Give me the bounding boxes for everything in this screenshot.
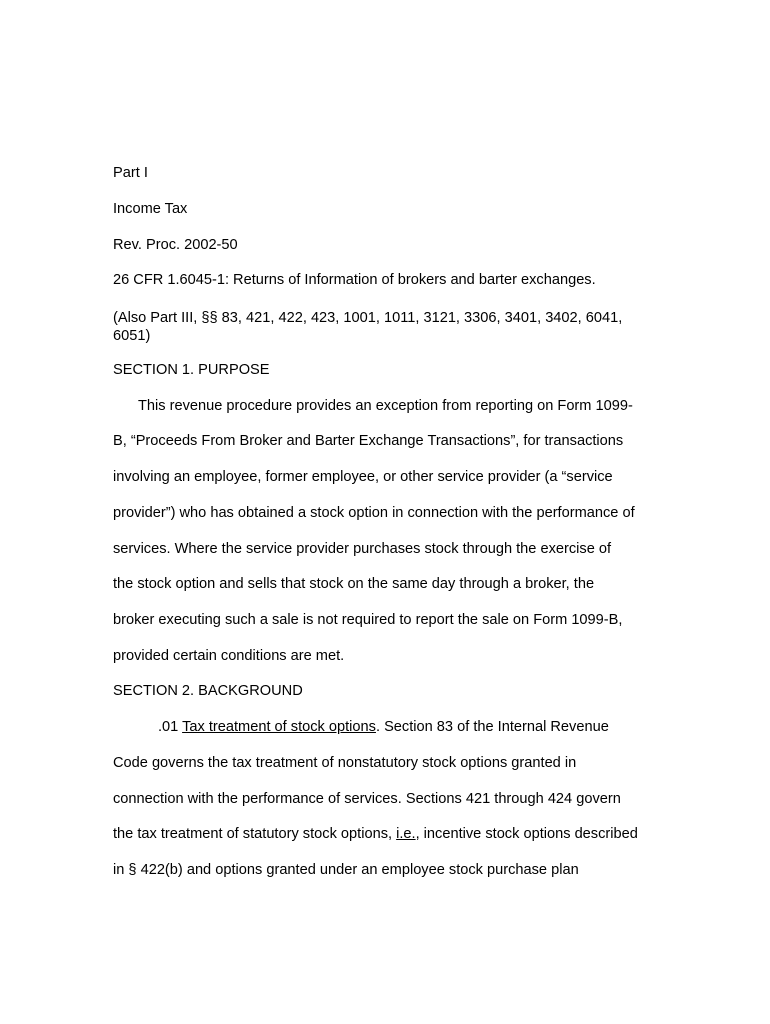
section-2-line: connection with the performance of services. Sections 421 through 424 govern [113, 791, 621, 807]
paragraph-number: .01 [158, 719, 183, 735]
also-reference-line-2: 6051) [113, 328, 151, 344]
ie-abbreviation: i.e. [396, 826, 416, 842]
category-label: Income Tax [113, 201, 188, 217]
section-2-heading: SECTION 2. BACKGROUND [113, 683, 303, 699]
section-2-line [113, 825, 638, 843]
section-1-line: provided certain conditions are met. [113, 648, 345, 664]
section-2-line: in § 422(b) and options granted under an employee stock purchase plan [113, 862, 579, 878]
text-span: , incentive stock options described [415, 826, 638, 842]
part-label: Part I [113, 165, 148, 181]
section-1-line: involving an employee, former employee, or other service provider (a “service [113, 469, 613, 485]
section-1-line: B, “Proceeds From Broker and Barter Exchange Transactions”, for transactions [113, 433, 624, 449]
paragraph-title: Tax treatment of stock options [182, 719, 376, 735]
cfr-reference: 26 CFR 1.6045-1: Returns of Information of brokers and barter exchanges. [113, 272, 596, 288]
section-1-line: the stock option and sells that stock on the same day through a broker, the [113, 576, 595, 592]
paragraph-text: . Section 83 of the Internal Revenue [375, 719, 609, 735]
section-1-line: broker executing such a sale is not required to report the sale on Form 1099-B, [113, 612, 623, 628]
section-1-line: This revenue procedure provides an exception from reporting on Form 1099- [138, 398, 633, 414]
also-reference-line-1: (Also Part III, §§ 83, 421, 422, 423, 1001, 1011, 3121, 3306, 3401, 3402, 6041, [113, 310, 623, 326]
section-1-line: services. Where the service provider purchases stock through the exercise of [113, 541, 612, 557]
rev-proc-number: Rev. Proc. 2002-50 [113, 237, 238, 253]
section-1-heading: SECTION 1. PURPOSE [113, 362, 270, 378]
text-span: the tax treatment of statutory stock options, [113, 826, 397, 842]
section-2-line: Code governs the tax treatment of nonstatutory stock options granted in [113, 755, 577, 771]
section-1-line: provider”) who has obtained a stock option in connection with the performance of [113, 505, 635, 521]
section-2-first-line [158, 718, 609, 736]
